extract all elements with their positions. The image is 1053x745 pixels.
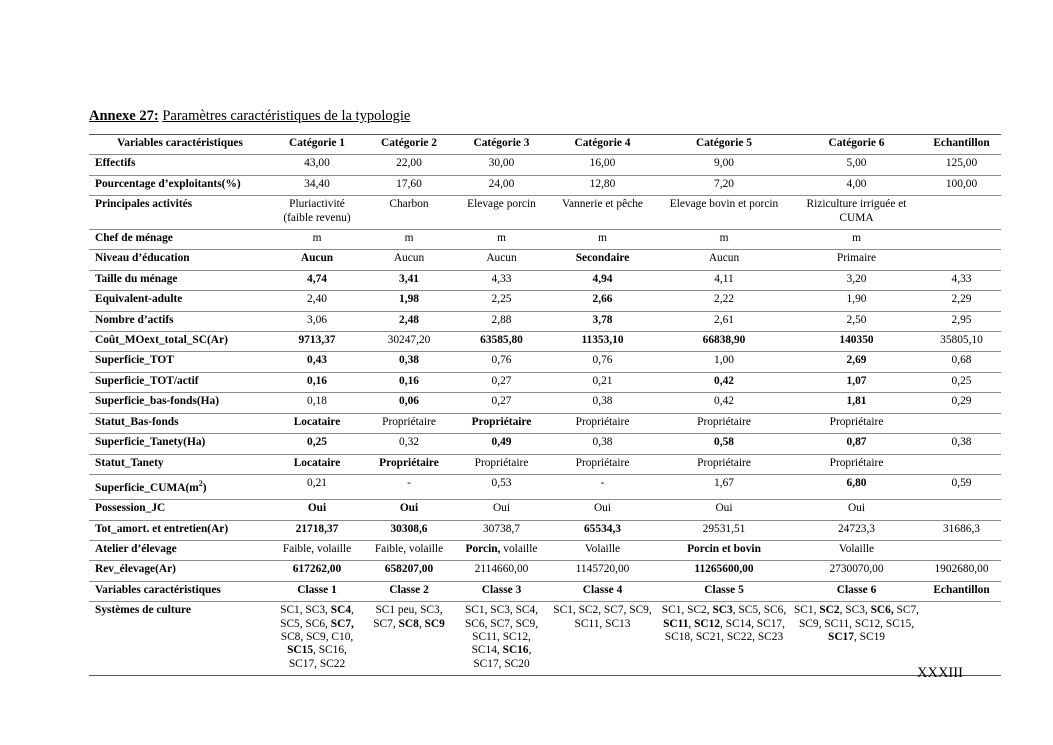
cell-text-part: SC12 <box>694 617 721 630</box>
table-cell: Aucun <box>271 250 363 270</box>
table-cell: Riziculture irriguée et CUMA <box>791 196 922 230</box>
table-cell: 140350 <box>791 332 922 352</box>
cell-text-part: SC7, <box>330 617 354 630</box>
table-cell: 2,48 <box>363 311 455 331</box>
table-cell: 1,98 <box>363 291 455 311</box>
table-cell: 0,87 <box>791 434 922 454</box>
table-cell: 30,00 <box>455 155 548 175</box>
table-cell: 0,27 <box>455 372 548 392</box>
cell-text-part: Porcin, <box>465 542 501 555</box>
cell-text-part: , SC3, <box>839 604 871 617</box>
table-cell <box>455 540 548 560</box>
table-cell: 0,53 <box>455 474 548 499</box>
row-label: Effectifs <box>89 155 271 175</box>
table-cell: 21718,37 <box>271 520 363 540</box>
header-category-6: Catégorie 6 <box>791 135 922 155</box>
table-cell: 100,00 <box>922 175 1001 195</box>
table-row <box>89 230 1001 250</box>
table-cell: Oui <box>271 500 363 520</box>
table-cell: 11353,10 <box>548 332 657 352</box>
cell-text-part: SC1, SC3, SC4, SC6, SC7, SC9, SC11, SC12, SC14, <box>464 604 539 657</box>
table-row <box>89 520 1001 540</box>
cell-text-part: SC11 <box>663 617 689 630</box>
table-cell: 0,06 <box>363 393 455 413</box>
table-cell: Propriétaire <box>455 413 548 433</box>
table-row <box>89 332 1001 352</box>
table-cell: 1,90 <box>791 291 922 311</box>
table-cell: 2,22 <box>657 291 791 311</box>
table-cell: Oui <box>657 500 791 520</box>
table-row <box>89 500 1001 520</box>
table-cell: 2730070,00 <box>791 561 922 581</box>
table-cell: 0,21 <box>548 372 657 392</box>
table-cell: Locataire <box>271 413 363 433</box>
row-label: Statut_Bas-fonds <box>89 413 271 433</box>
table-cell <box>922 454 1001 474</box>
row-label: $Superficie\_CUMA(m^2)$ <box>89 474 271 499</box>
cell-text-part: SC8 <box>398 617 419 630</box>
table-row <box>89 561 1001 581</box>
table-cell: 30738,7 <box>455 520 548 540</box>
table-cell: Classe 4 <box>548 581 657 601</box>
table-cell: Oui <box>363 500 455 520</box>
table-cell <box>922 500 1001 520</box>
table-cell: 5,00 <box>791 155 922 175</box>
table-cell: 63585,80 <box>455 332 548 352</box>
table-cell: Propriétaire <box>363 454 455 474</box>
annex-label: Annexe 27: <box>89 108 159 124</box>
cell-text-part: SC7, SC9, SC11, SC12, SC15, <box>798 604 920 630</box>
header-category-1: Catégorie 1 <box>271 135 363 155</box>
table-cell: 4,94 <box>548 270 657 290</box>
table-cell: m <box>271 230 363 250</box>
table-cell: Pluriactivité (faible revenu) <box>271 196 363 230</box>
cell-text-part: SC6, <box>870 604 894 617</box>
table-cell: 7,20 <box>657 175 791 195</box>
row-label: Statut_Tanety <box>89 454 271 474</box>
cell-text-part: SC15 <box>287 644 314 657</box>
table-cell <box>922 413 1001 433</box>
header-sample: Echantillon <box>922 135 1001 155</box>
typology-table <box>89 134 1001 676</box>
table-cell: 11265600,00 <box>657 561 791 581</box>
table-row <box>89 581 1001 601</box>
table-row <box>89 311 1001 331</box>
table-cell: 4,00 <box>791 175 922 195</box>
table-cell: 29531,51 <box>657 520 791 540</box>
table-cell: 0,38 <box>363 352 455 372</box>
table-cell: 2,95 <box>922 311 1001 331</box>
page-number: XXXIII <box>917 665 963 681</box>
table-cell: 2,88 <box>455 311 548 331</box>
table-cell: 1,00 <box>657 352 791 372</box>
cell-text-part: , SC5, SC6, <box>280 604 354 630</box>
annex-title <box>89 108 410 125</box>
table-cell: 0,76 <box>455 352 548 372</box>
table-cell: 0,38 <box>922 434 1001 454</box>
cell-text-part: , SC16, SC17, SC22 <box>288 644 347 670</box>
table-cell: 16,00 <box>548 155 657 175</box>
table-cell: m <box>791 230 922 250</box>
table-cell: 0,29 <box>922 393 1001 413</box>
table-row <box>89 393 1001 413</box>
table-cell: 0,49 <box>455 434 548 454</box>
table-row <box>89 175 1001 195</box>
table-cell: 0,38 <box>548 393 657 413</box>
table-cell: 0,43 <box>271 352 363 372</box>
table-cell: 2114660,00 <box>455 561 548 581</box>
table-cell: 1145720,00 <box>548 561 657 581</box>
table-cell: Aucun <box>363 250 455 270</box>
table-cell: Secondaire <box>548 250 657 270</box>
table-row <box>89 270 1001 290</box>
table-cell: 2,61 <box>657 311 791 331</box>
row-label: Variables caractéristiques <box>89 581 271 601</box>
table-cell: 30308,6 <box>363 520 455 540</box>
cell-text-part: SC2 <box>819 604 840 617</box>
table-cell <box>922 230 1001 250</box>
table-cell: m <box>363 230 455 250</box>
cell-text-part: , SC19 <box>853 630 885 643</box>
table-cell <box>791 602 922 676</box>
row-label: Pourcentage d’exploitants(%) <box>89 175 271 195</box>
table-cell: Elevage porcin <box>455 196 548 230</box>
row-label: Superficie_TOT/actif <box>89 372 271 392</box>
table-cell: Oui <box>455 500 548 520</box>
table-cell <box>922 196 1001 230</box>
table-cell <box>455 602 548 676</box>
table-row <box>89 602 1001 676</box>
table-cell <box>922 540 1001 560</box>
table-header-row <box>89 135 1001 155</box>
table-cell: Primaire <box>791 250 922 270</box>
table-cell: 0,25 <box>922 372 1001 392</box>
table-cell: 0,38 <box>548 434 657 454</box>
table-cell: 1,67 <box>657 474 791 499</box>
table-cell: Porcin et bovin <box>657 540 791 560</box>
table-cell: 4,74 <box>271 270 363 290</box>
table-cell: 35805,10 <box>922 332 1001 352</box>
table-cell: Oui <box>791 500 922 520</box>
annex-title-text: Paramètres caractéristiques de la typologie <box>162 108 411 124</box>
table-cell: Propriétaire <box>791 413 922 433</box>
table-cell: 12,80 <box>548 175 657 195</box>
row-label: Tot_amort. et entretien(Ar) <box>89 520 271 540</box>
table-cell: 3,41 <box>363 270 455 290</box>
table-cell: 4,33 <box>455 270 548 290</box>
header-category-5: Catégorie 5 <box>657 135 791 155</box>
row-label: Superficie_bas-fonds(Ha) <box>89 393 271 413</box>
table-cell <box>657 602 791 676</box>
table-cell: 2,66 <box>548 291 657 311</box>
table-cell: Propriétaire <box>363 413 455 433</box>
header-variables: Variables caractéristiques <box>89 135 271 155</box>
table-cell: m <box>548 230 657 250</box>
table-cell: 0,58 <box>657 434 791 454</box>
table-cell: Charbon <box>363 196 455 230</box>
table-cell: Propriétaire <box>548 413 657 433</box>
row-label: Atelier d’élevage <box>89 540 271 560</box>
table-row <box>89 454 1001 474</box>
table-cell: Elevage bovin et porcin <box>657 196 791 230</box>
table-cell: 2,69 <box>791 352 922 372</box>
table-cell: 66838,90 <box>657 332 791 352</box>
row-label: Nombre d’actifs <box>89 311 271 331</box>
table-cell: 0,59 <box>922 474 1001 499</box>
table-cell: 24,00 <box>455 175 548 195</box>
table-cell: 1,81 <box>791 393 922 413</box>
table-cell: m <box>657 230 791 250</box>
table-cell: Volaille <box>791 540 922 560</box>
table-cell <box>922 250 1001 270</box>
table-cell: Aucun <box>455 250 548 270</box>
row-label: Coût_MOext_total_SC(Ar) <box>89 332 271 352</box>
table-cell: Classe 3 <box>455 581 548 601</box>
table-cell: Volaille <box>548 540 657 560</box>
table-cell: Locataire <box>271 454 363 474</box>
table-cell: Classe 2 <box>363 581 455 601</box>
row-label: Taille du ménage <box>89 270 271 290</box>
table-cell: Aucun <box>657 250 791 270</box>
cell-text-part: , SC5, SC6, <box>732 604 787 617</box>
cell-text-part: SC17 <box>828 630 854 643</box>
table-cell: 6,80 <box>791 474 922 499</box>
table-cell: 17,60 <box>363 175 455 195</box>
header-category-3: Catégorie 3 <box>455 135 548 155</box>
table-cell: 9713,37 <box>271 332 363 352</box>
table-cell: 30247,20 <box>363 332 455 352</box>
table-row <box>89 434 1001 454</box>
cell-text-part: SC1, <box>793 604 820 617</box>
table-cell: 0,21 <box>271 474 363 499</box>
cell-text-part: , SC14, SC17, SC18, SC21, SC22, SC23 <box>664 617 785 643</box>
table-cell: Propriétaire <box>657 413 791 433</box>
table-cell: m <box>455 230 548 250</box>
table-row <box>89 291 1001 311</box>
table-row <box>89 474 1001 499</box>
row-label: Possession_JC <box>89 500 271 520</box>
table-cell: 0,76 <box>548 352 657 372</box>
table-cell: 2,25 <box>455 291 548 311</box>
table-cell: 0,32 <box>363 434 455 454</box>
table-cell: - <box>548 474 657 499</box>
table-cell: 43,00 <box>271 155 363 175</box>
table-row <box>89 372 1001 392</box>
header-category-2: Catégorie 2 <box>363 135 455 155</box>
table-cell: 617262,00 <box>271 561 363 581</box>
table-cell <box>271 602 363 676</box>
table-cell: 22,00 <box>363 155 455 175</box>
table-cell: 0,16 <box>271 372 363 392</box>
cell-text-part: SC8, SC9, C10, <box>280 630 354 643</box>
table-cell: 3,20 <box>791 270 922 290</box>
table-cell: 2,29 <box>922 291 1001 311</box>
table-cell: 4,33 <box>922 270 1001 290</box>
row-label: Superficie_Tanety(Ha) <box>89 434 271 454</box>
cell-text-part: , <box>418 617 425 630</box>
table-cell: 4,11 <box>657 270 791 290</box>
table-cell: Faible, volaille <box>363 540 455 560</box>
table-cell: 34,40 <box>271 175 363 195</box>
row-label: Rev_élevage(Ar) <box>89 561 271 581</box>
table-cell: 31686,3 <box>922 520 1001 540</box>
row-label: Equivalent-adulte <box>89 291 271 311</box>
table-cell: Oui <box>548 500 657 520</box>
table-cell: Propriétaire <box>455 454 548 474</box>
table-cell: Propriétaire <box>548 454 657 474</box>
header-category-4: Catégorie 4 <box>548 135 657 155</box>
table-cell: 2,50 <box>791 311 922 331</box>
table-cell: Echantillon <box>922 581 1001 601</box>
row-label: Niveau d’éducation <box>89 250 271 270</box>
row-label: Principales activités <box>89 196 271 230</box>
table-row <box>89 196 1001 230</box>
row-label: Chef de ménage <box>89 230 271 250</box>
table-cell: 0,27 <box>455 393 548 413</box>
table-cell: Faible, volaille <box>271 540 363 560</box>
table-row <box>89 250 1001 270</box>
table-cell: 125,00 <box>922 155 1001 175</box>
cell-text-part: SC16 <box>502 644 529 657</box>
cell-text-part: SC4 <box>330 604 352 617</box>
cell-text-part: , <box>688 617 695 630</box>
table-cell: 24723,3 <box>791 520 922 540</box>
table-row <box>89 413 1001 433</box>
cell-text-part: SC1, SC2, <box>661 604 713 617</box>
table-cell: 0,42 <box>657 393 791 413</box>
table-cell: Classe 5 <box>657 581 791 601</box>
table-cell: 1,07 <box>791 372 922 392</box>
table-cell: 65534,3 <box>548 520 657 540</box>
table-row <box>89 155 1001 175</box>
table-body <box>89 155 1001 676</box>
table-cell: 0,68 <box>922 352 1001 372</box>
table-cell: 0,16 <box>363 372 455 392</box>
table-cell: Classe 1 <box>271 581 363 601</box>
table-cell: Propriétaire <box>657 454 791 474</box>
table-cell: 3,78 <box>548 311 657 331</box>
table-cell: 2,40 <box>271 291 363 311</box>
table-cell: 0,42 <box>657 372 791 392</box>
cell-text-part: volaille <box>500 542 538 555</box>
cell-text-part: SC1, SC3, <box>280 604 331 617</box>
table-cell: SC1, SC2, SC7, SC9, SC11, SC13 <box>548 602 657 676</box>
cell-text-part: , SC17, SC20 <box>473 644 532 670</box>
row-label: Systèmes de culture <box>89 602 271 676</box>
cell-text-part: SC1 peu, SC3, SC7, <box>373 604 443 630</box>
table-cell: 9,00 <box>657 155 791 175</box>
table-cell: - <box>363 474 455 499</box>
table-cell: Propriétaire <box>791 454 922 474</box>
table-row <box>89 540 1001 560</box>
cell-text-part: SC3 <box>712 604 733 617</box>
table-cell: 0,18 <box>271 393 363 413</box>
table-cell: Vannerie et pêche <box>548 196 657 230</box>
table-cell: 658207,00 <box>363 561 455 581</box>
table-cell: 1902680,00 <box>922 561 1001 581</box>
table-cell: 3,06 <box>271 311 363 331</box>
row-label: Superficie_TOT <box>89 352 271 372</box>
table-cell: Classe 6 <box>791 581 922 601</box>
table-cell <box>363 602 455 676</box>
table-row <box>89 352 1001 372</box>
table-cell: 0,25 <box>271 434 363 454</box>
cell-text-part: SC9 <box>424 617 445 630</box>
